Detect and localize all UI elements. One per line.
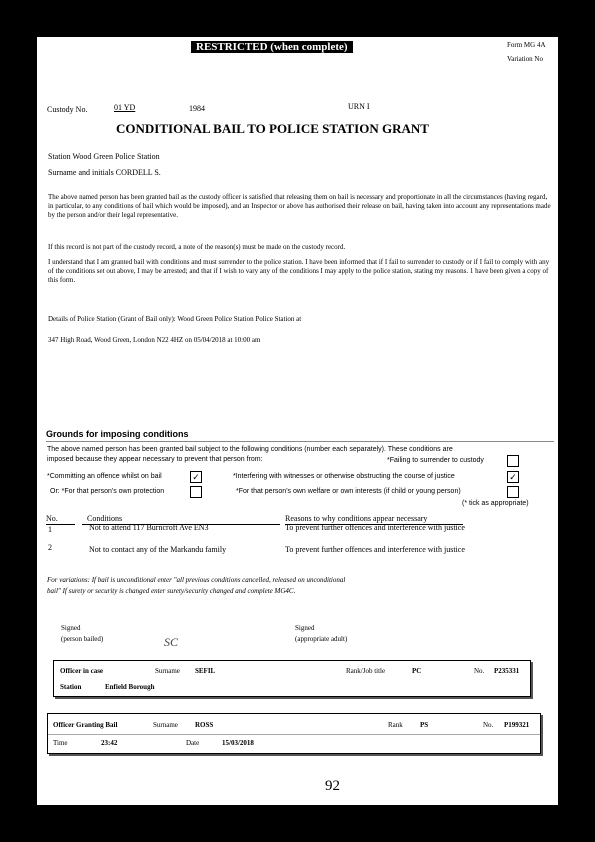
opt-interfere-checkbox[interactable]: ✓ [507, 471, 519, 483]
ogb-surname-label: Surname [153, 721, 178, 729]
form-ref: Form MG 4A [507, 41, 546, 49]
oic-label: Officer in case [60, 667, 104, 675]
opt-own-protection-label: Or: *For that person's own protection [50, 488, 165, 495]
ogb-time-label: Time [53, 739, 68, 747]
station-details-line2: 347 High Road, Wood Green, London N22 4HZ on 05/04/2018 at 10:00 am [48, 336, 261, 344]
row1-reason: To prevent further offences and interference with justice [285, 523, 465, 532]
signature-mark: SC [164, 635, 179, 649]
form-page [37, 37, 558, 805]
ogb-date: 15/03/2018 [222, 739, 254, 747]
signed-right-sub: (appropriate adult) [295, 635, 348, 643]
variations-line2: bail" If surety or security is changed enter surety/security changed and complete MG4C. [47, 587, 296, 595]
row2-no: 2 [48, 543, 52, 552]
ogb-rank: PS [420, 721, 429, 729]
custody-label: Custody No. [47, 105, 88, 114]
oic-station: Enfield Borough [105, 683, 155, 691]
grounds-heading: Grounds for imposing conditions [46, 429, 189, 439]
ogb-surname: ROSS [195, 721, 214, 729]
oic-surname: SEFIL [195, 667, 216, 675]
ogb-date-label: Date [186, 739, 200, 747]
signed-left-label: Signed [61, 624, 81, 632]
row2-reason: To prevent further offences and interference with justice [285, 545, 465, 554]
oic-no-label: No. [474, 667, 485, 675]
oic-station-label: Station [60, 683, 82, 691]
station-details-line1: Details of Police Station (Grant of Bail only): Wood Green Police Station Police Station at [48, 315, 302, 323]
custody-record-note: If this record is not part of the custody record, a note of the reason(s) must be made on the custody record. [48, 243, 346, 251]
page-number: 92 [325, 778, 340, 794]
variation-no: Variation No [507, 55, 543, 63]
tick-note: (* tick as appropriate) [462, 500, 529, 507]
officer-granting-box [47, 713, 541, 754]
grounds-divider [46, 441, 554, 442]
ogb-no-label: No. [483, 721, 494, 729]
opt-commit-label: *Committing an offence whilst on bail [47, 473, 162, 480]
restricted-banner: RESTRICTED (when complete) [191, 41, 353, 53]
ogb-label: Officer Granting Bail [53, 721, 118, 729]
opt-own-protection-checkbox[interactable] [190, 486, 202, 498]
officer-in-case-box [53, 660, 531, 697]
station-line: Station Wood Green Police Station [48, 152, 160, 161]
oic-surname-label: Surname [155, 667, 180, 675]
opt-fail-checkbox[interactable] [507, 455, 519, 467]
col-conditions-header: Conditions [87, 514, 123, 523]
custody-part1: 01 YD [114, 103, 136, 112]
signed-right-label: Signed [295, 624, 315, 632]
col-reasons-header: Reasons to why conditions appear necessary [285, 514, 428, 523]
oic-no: P235331 [494, 667, 520, 675]
urn-label: URN I [348, 102, 370, 111]
page-title: CONDITIONAL BAIL TO POLICE STATION GRANT [116, 121, 429, 136]
opt-interfere-label: *Interfering with witnesses or otherwise obstructing the course of justice [233, 473, 455, 480]
oic-rank-label: Rank/Job title [346, 667, 386, 675]
understanding-paragraph: I understand that I am granted bail with conditions and must surrender to the police station. I have been informed that if I fail to surrender to custody or if I fail to comply with any of the conditions set out above, I may be arrested; and that if I wish to vary any of the conditions I may apply to the police station, stating my reasons. 1 have been given a copy of this form. [48, 258, 550, 284]
grounds-intro-1: The above named person has been granted bail subject to the following conditions (number each separately). These conditions are [47, 446, 453, 453]
variations-line1: For variations: If bail is unconditional enter "all previous conditions cancelled, released on unconditional [47, 576, 346, 584]
row1-condition: Not to attend 117 Burncroft Ave EN3 [89, 523, 209, 532]
custody-part2: 1984 [189, 104, 205, 113]
opt-fail-label: *Failing to surrender to custody [387, 457, 484, 464]
row2-condition: Not to contact any of the Markandu family [89, 545, 227, 554]
surname-line: Surname and initials CORDELL S. [48, 168, 161, 177]
opt-commit-checkbox[interactable]: ✓ [190, 471, 202, 483]
row1-no: 1 [48, 525, 52, 534]
opt-welfare-checkbox[interactable] [507, 486, 519, 498]
ogb-divider [48, 734, 540, 735]
ogb-time: 23:42 [101, 739, 118, 747]
opt-welfare-label: *For that person's own welfare or own interests (if child or young person) [236, 488, 461, 495]
grounds-intro-2: imposed because they appear necessary to prevent that person from: [47, 456, 263, 463]
oic-rank: PC [412, 667, 422, 675]
ogb-rank-label: Rank [388, 721, 403, 729]
ogb-no: P199321 [504, 721, 530, 729]
bail-paragraph: The above named person has been granted bail as the custody officer is satisfied that releasing them on bail is necessary and proportionate in all the circumstances (having regard, in particular, to any conditions of bail which would be imposed), and an Inspector or above has authorised their release on bail, having taken into account any representations made by the person and/or their legal representative. [48, 193, 551, 219]
signed-left-sub: (person bailed) [61, 635, 104, 643]
col-no-header: No. [46, 514, 58, 523]
